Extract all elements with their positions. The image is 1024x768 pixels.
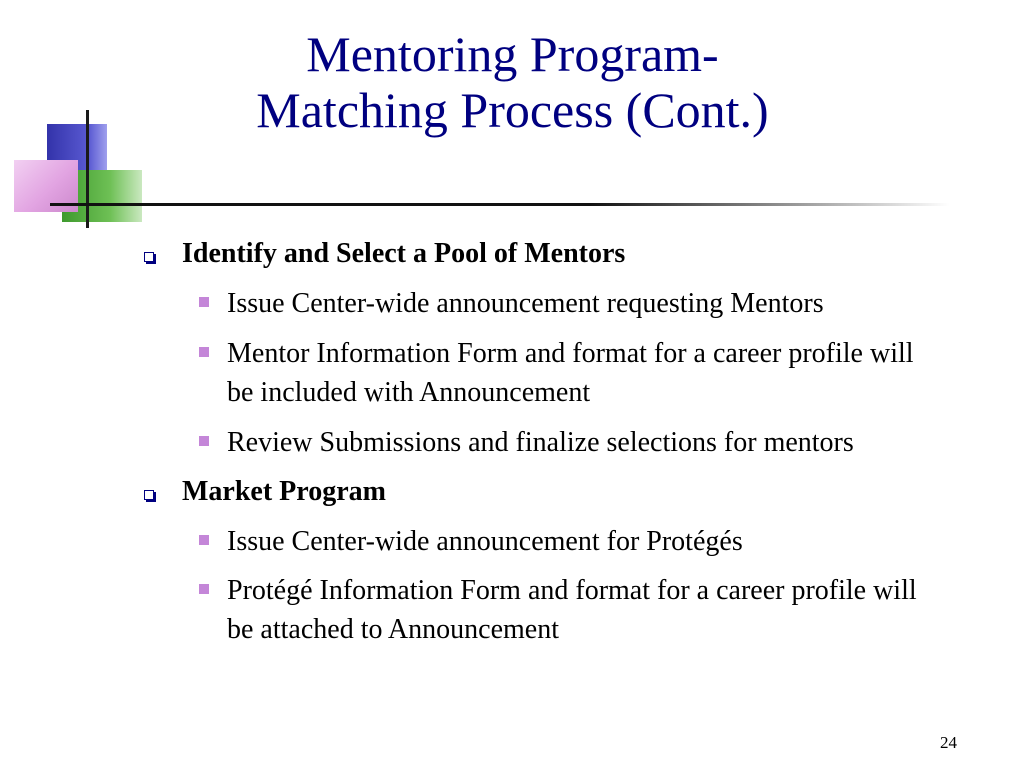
list-item bbox=[227, 571, 927, 649]
list-item bbox=[227, 522, 1007, 561]
slide-title-line-2: Matching Process (Cont.) bbox=[256, 82, 769, 138]
slide-title-line-1: Mentoring Program- bbox=[306, 26, 719, 82]
section-heading-text: Market Program bbox=[182, 476, 386, 507]
list-item bbox=[227, 334, 927, 412]
square-bullet-icon bbox=[199, 297, 209, 307]
section-heading-text: Identify and Select a Pool of Mentors bbox=[182, 238, 626, 269]
list-item-text: Review Submissions and finalize selections for mentors bbox=[227, 427, 854, 458]
section-heading-mentors bbox=[182, 237, 625, 271]
hollow-square-bullet-icon bbox=[144, 490, 154, 500]
page-number: 24 bbox=[940, 733, 957, 752]
list-item-text: Protégé Information Form and format for a career profile will be attached to Announcement bbox=[227, 575, 917, 645]
list-item-text: Issue Center-wide announcement for Protégés bbox=[227, 526, 743, 557]
square-bullet-icon bbox=[199, 584, 209, 594]
square-bullet-icon bbox=[199, 535, 209, 545]
section-heading-market bbox=[182, 475, 386, 509]
list-item bbox=[227, 423, 1007, 462]
list-item bbox=[227, 284, 1007, 323]
list-item-text: Issue Center-wide announcement requesting Mentors bbox=[227, 288, 824, 319]
hollow-square-bullet-icon bbox=[144, 252, 154, 262]
square-bullet-icon bbox=[199, 347, 209, 357]
list-item-text: Mentor Information Form and format for a career profile will be included with Announcement bbox=[227, 338, 914, 408]
square-bullet-icon bbox=[199, 436, 209, 446]
